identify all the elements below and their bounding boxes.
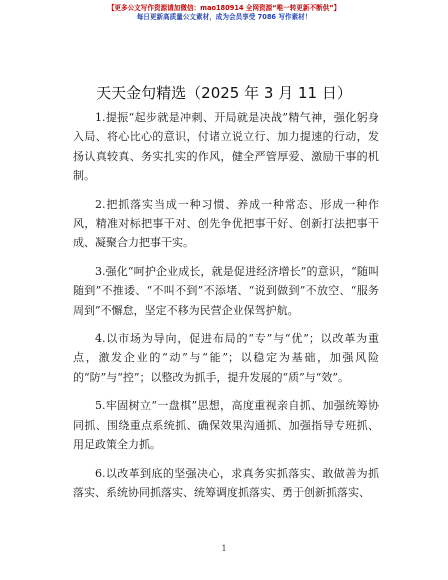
document-body bbox=[73, 108, 379, 511]
banner-promo-line: 【更多公文写作资源请加微信：mao180914 全网资源“唯一转更新不断供”】 bbox=[107, 4, 341, 12]
paragraph-2: 2.把抓落实当成一种习惯、养成一种常态、形成一种作风，精准对标把事干对、创先争优把事干好、创新打法把事干成、凝聚合力把事干实。 bbox=[73, 197, 379, 250]
banner-member-line: 每日更新高质量公文素材，成为会员享受 7086 写作素材！ bbox=[136, 13, 312, 21]
paragraph-3: 3.强化“呵护企业成长，就是促进经济增长”的意识，“随叫随到”不推诿、“不叫不到”不添堵、“说到做到”不放空、“服务周到”不懈怠，坚定不移为民营企业保驾护航。 bbox=[73, 264, 379, 317]
header-banner bbox=[0, 4, 448, 22]
paragraph-6: 6.以改革到底的坚强决心，求真务实抓落实、敢做善为抓落实、系统协同抓落实、统筹调度抓落实、勇于创新抓落实、 bbox=[73, 466, 379, 499]
paragraph-5: 5.牢固树立“一盘棋”思想，高度重视亲自抓、加强统筹协同抓、围绕重点系统抓、确保效果沟通抓、加强指导专班抓、用足政策全力抓。 bbox=[73, 399, 379, 452]
document-title: 天天金句精选（2025 年 3 月 11 日） bbox=[96, 84, 352, 102]
paragraph-1: 1.提振“起步就是冲刺、开局就是决战”精气神，强化躬身入局、将心比心的意识，付诸立说立行、加力提速的行动，发扬认真较真、务实扎实的作风，健全严管厚爱、激励干事的机制。 bbox=[73, 111, 379, 183]
paragraph-4: 4.以市场为导向，促进布局的“专”与“优”；以改革为重点，激发企业的“动”与“能”；以稳定为基础，加强风险的“防”与“控”；以整改为抓手，提升发展的“质”与“效”。 bbox=[73, 332, 379, 384]
page-number: 1 bbox=[221, 544, 227, 553]
